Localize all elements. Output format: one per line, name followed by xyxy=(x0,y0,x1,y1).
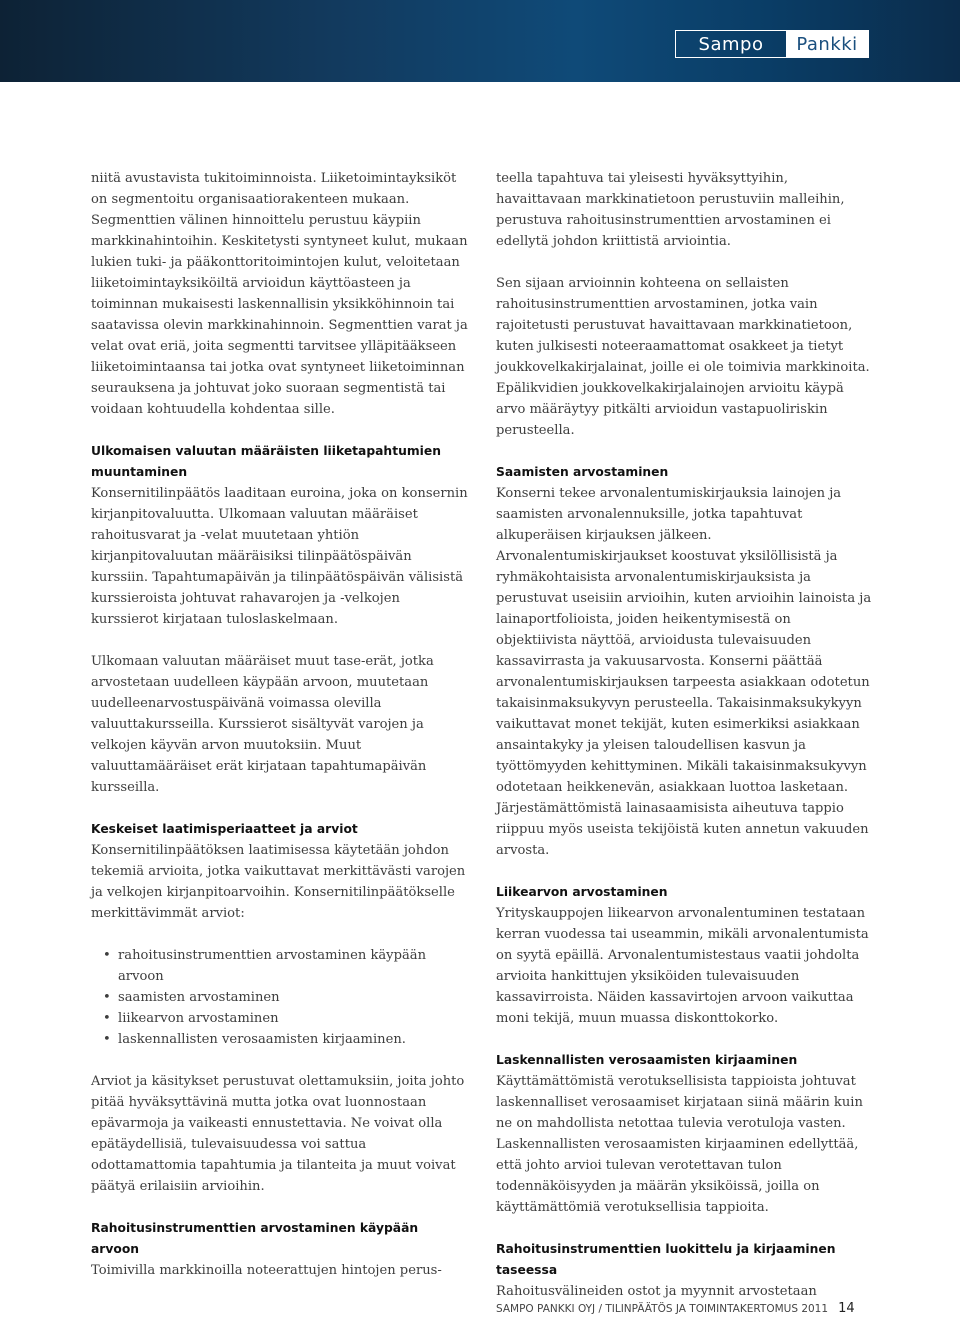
section-heading-estimates: Keskeiset laatimisperiaatteet ja arviot xyxy=(91,822,358,836)
fair-value-estimate-paragraph: Sen sijaan arvioinnin kohteena on sellaisten rahoitusinstrumenttien arvostaminen, jotka vain rajoitetusti perustuvat havaittavaan markkinatietoon, kuten julkisesti noteeraamattomat osakkeet ja tietyt joukkovelkakirjalainat, joille ei ole toimivia markkinoita. Epälikvidien joukkovelkakirjalainojen arvioitu käypä arvo määräytyy pitkälti arvioidun vastapuoliriskin perusteella. xyxy=(496,276,870,438)
logo-pankki-text: Pankki xyxy=(786,31,868,57)
bullet-item: • laskennallisten verosaamisten kirjaaminen. xyxy=(91,1029,469,1050)
section-heading-classification: Rahoitusinstrumenttien luokittelu ja kirjaaminen taseessa xyxy=(496,1242,836,1277)
header-banner xyxy=(0,0,960,82)
estimates-paragraph-2: Arviot ja käsitykset perustuvat olettamuksiin, joita johto pitää hyväksyttävinä mutta jotka ovat luonnostaan epävarmoja ja vaikeasti ennustettavia. Ne voivat olla epätäydellisiä, tulevaisuudessa voi sattua odottamattomia tapahtumia ja tilanteita ja muut voivat päätyä erilaisiin arvioihin. xyxy=(91,1074,465,1194)
footer-text: SAMPO PANKKI OYJ / TILINPÄÄTÖS JA TOIMINTAKERTOMUS 2011 xyxy=(496,1303,829,1315)
receivables-paragraph: Konserni tekee arvonalentumiskirjauksia lainojen ja saamisten arvonalennuksille, jotka tapahtuvat alkuperäisen kirjauksen jälkeen. Arvonalentumiskirjaukset koostuvat yksilöllisistä ja ryhmäkohtaisista arvonalentumiskirjauksista ja perustuvat useisiin arvioihin, kuten arvioihin lainoista ja lainaportfolioista, joiden heikentymisestä on objektiivista näyttöä, arvioidusta tulevaisuuden kassavirrasta ja vakuusarvosta. Konserni päättää arvonalentumiskirjauksen tarpeesta asiakkaan odotetun takaisinmaksukyvyn perusteella. Takaisinmaksukykyyn vaikuttavat monet tekijät, kuten esimerkiksi asiakkaan ansaintakyky ja yleisen taloudellisen kasvun ja työttömyyden kehittyminen. Mikäli takaisinmaksukyvyn odotetaan heikkenevän, asiakkaan luottoa lasketaan. Järjestämättömistä lainasaamisista aiheutuva tappio riippuu myös useista tekijöistä kuten annetun vakuuden arvosta. xyxy=(496,486,872,858)
logo-sampo-text: Sampo xyxy=(698,33,764,55)
classification-paragraph: Rahoitusvälineiden ostot ja myynnit arvostetaan xyxy=(496,1284,817,1299)
currency-paragraph-1: Konsernitilinpäätös laaditaan euroina, joka on konsernin kirjanpitovaluutta. Ulkomaan valuutan määräiset rahoitusvarat ja -velat muutetaan yhtiön kirjanpitovaluutan määräisiksi tilinpäätöspäivän kurssiin. Tapahtumapäivän ja tilinpäätöspäivän välisistä kurssieroista johtuvat rahavarojen ja -velkojen kurssierot kirjataan tuloslaskelmaan. xyxy=(91,486,468,627)
goodwill-paragraph: Yrityskauppojen liikearvon arvonalentuminen testataan kerran vuodessa tai useammin, mikäli arvonalentumista on syytä epäillä. Arvonalentumistestaus vaatii johdolta arvioita hankittujen yksiköiden tulevaisuuden kassavirroista. Näiden kassavirtojen arvoon vaikuttaa moni tekijä, muun muassa diskonttokorko. xyxy=(496,906,869,1026)
estimates-bullet-list xyxy=(91,945,469,1050)
right-column xyxy=(496,168,874,1302)
sampo-pankki-logo xyxy=(675,30,869,58)
bullet-item: • rahoitusinstrumenttien arvostaminen käypään arvoon xyxy=(91,945,469,987)
deferred-tax-paragraph: Käyttämättömistä verotuksellisista tappioista johtuvat laskennalliset verosaamiset kirjataan siinä määrin kuin ne on mahdollista netottaa tulevia verotuloja vasten. Laskennallisten verosaamisten kirjaaminen edellyttää, että johto arvioi tulevan verotettavan tulon todennäköisyyden ja määrän yksiköissä, joilla on käyttämättömiä verotuksellisia tappioita. xyxy=(496,1074,863,1215)
section-heading-goodwill: Liikearvon arvostaminen xyxy=(496,885,668,899)
section-heading-currency: Ulkomaisen valuutan määräisten liiketapahtumien muuntaminen xyxy=(91,444,441,479)
section-heading-fair-value: Rahoitusinstrumenttien arvostaminen käypään arvoon xyxy=(91,1221,419,1256)
section-heading-receivables: Saamisten arvostaminen xyxy=(496,465,669,479)
section-heading-deferred-tax: Laskennallisten verosaamisten kirjaaminen xyxy=(496,1053,798,1067)
segment-paragraph: niitä avustavista tukitoiminnoista. Liiketoimintayksiköt on segmentoitu organisaatiorakenteen mukaan. Segmenttien välinen hinnoittelu perustuu käypiin markkinahintoihin. Keskitetysti syntyneet kulut, mukaan lukien tuki- ja pääkonttoritoimintojen kulut, veloitetaan liiketoimintayksiköiltä arvioidun käyttöasteen ja toiminnan mukaisesti laskennallisin yksikköhinnoin tai saatavissa olevin markkinahinnoin. Segmenttien varat ja velat ovat eriä, joita segmentti tarvitsee ylläpitääkseen liiketoimintaansa tai jotka ovat syntyneet liiketoiminnan seurauksena ja johtuvat joko suoraan segmentistä tai voidaan kohtuudella kohdentaa sille. xyxy=(91,171,468,417)
fair-value-continued-paragraph: teella tapahtuva tai yleisesti hyväksyttyihin, havaittavaan markkinatietoon perustuviin malleihin, perustuva rahoitusinstrumenttien arvostaminen ei edellytä johdon kriittistä arviointia. xyxy=(496,171,845,249)
estimates-paragraph-1: Konsernitilinpäätöksen laatimisessa käytetään johdon tekemiä arvioita, jotka vaikuttavat merkittävästi varojen ja velkojen kirjanpitoarvoihin. Konsernitilinpäätökselle merkittävimmät arviot: xyxy=(91,843,466,921)
bullet-item: • liikearvon arvostaminen xyxy=(91,1008,469,1029)
bullet-item: • saamisten arvostaminen xyxy=(91,987,469,1008)
currency-paragraph-2: Ulkomaan valuutan määräiset muut tase-erät, jotka arvostetaan uudelleen käypään arvoon, muutetaan uudelleenarvostuspäivänä voimassa olevilla valuuttakursseilla. Kurssierot sisältyvät varojen ja velkojen käyvän arvon muutoksiin. Muut valuuttamääräiset erät kirjataan tapahtumapäivän kursseilla. xyxy=(91,654,434,795)
page-footer xyxy=(496,1301,876,1316)
page-number: 14 xyxy=(838,1301,855,1316)
left-column xyxy=(91,168,469,1281)
fair-value-paragraph: Toimivilla markkinoilla noteerattujen hintojen perus- xyxy=(91,1263,442,1278)
